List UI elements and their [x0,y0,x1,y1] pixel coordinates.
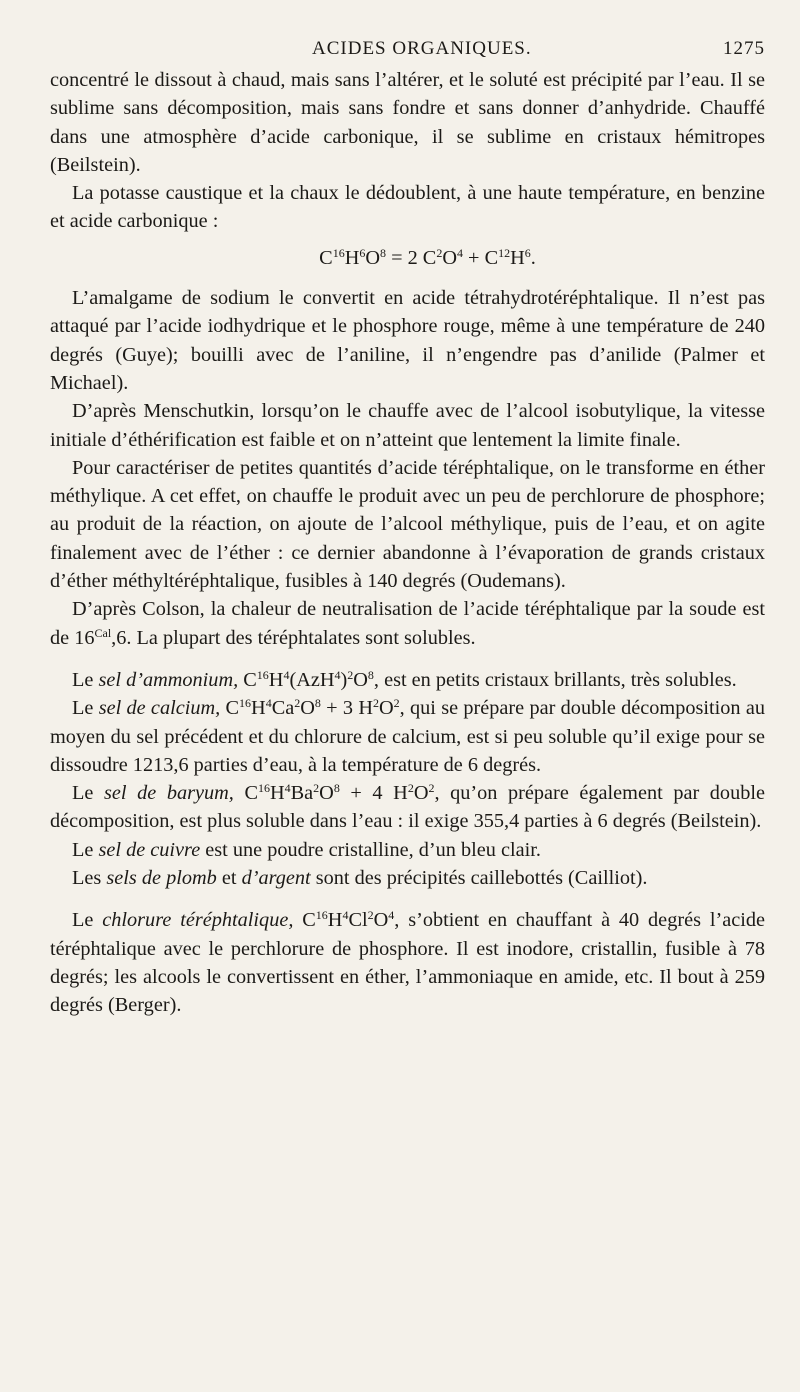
running-title: ACIDES ORGANIQUES. [312,38,532,59]
paragraph-sel-ammonium: Le sel d’ammonium, $C^{16}H^4(AzH^4)^2O^8$, est en petits cristaux brillants, très solubles. [72,667,737,691]
section-gap [50,892,765,906]
paragraph-sel-calcium: Le sel de calcium, $C^{16}H^4Ca^2O^8 + 3$ $H^2O^2$, qui se prépare par double décomposition au moyen du sel précédent et du chlorure de calcium, est si peu soluble qu’il exige pour se dissoudre 1213,6 parties d’eau, à la température de 6 degrés. [50,696,765,776]
section-gap [50,652,765,666]
paragraph-amalgame: L’amalgame de sodium le convertit en acide tétrahydrotéréphtalique. Il n’est pas attaqué par l’acide iodhydrique et le phosphore rouge, même à une température de 240 degrés (Guye); bouilli avec de l’aniline, il n’engendre pas d’anilide (Palmer et Michael). [50,287,765,394]
running-header [50,38,765,64]
paragraph-sel-cuivre: Le sel de cuivre est une poudre cristalline, d’un bleu clair. [72,838,541,861]
paragraph-sel-baryum: Le sel de baryum, $C^{16}H^4Ba^2O^8 + 4$ $H^2O^2$, qu’on prépare également par double décomposition, est plus soluble dans l’eau : il exige 355,4 parties à 6 degrés (Beilstein). [50,781,765,833]
paragraph-chlorure-terephtalique: Le chlorure téréphtalique, $C^{16}H^4Cl^2O^4$, s’obtient en chauffant à 40 degrés l’acide téréphtalique avec le perchlorure de phosphore. Il est inodore, cristallin, fusible à 78 degrés; les alcools le convertissent en éther, l’ammoniaque en amide, etc. Il bout à 259 degrés (Berger). [50,908,765,1017]
paragraph-sels-plomb-argent: Les sels de plomb et d’argent sont des précipités caillebottés (Cailliot). [72,867,648,890]
paragraph-caracteriser: Pour caractériser de petites quantités d’acide téréphtalique, on le transforme en éther méthylique. A cet effet, on chauffe le produit avec un peu de perchlorure de phosphore; au produit de la réaction, on ajoute de l’alcool méthylique, puis de l’eau, et on agite finalement avec de l’éther : ce dernier abandonne à l’évaporation de grands cristaux d’éther méthyltéréphtalique, fusibles à 140 degrés (Oudemans). [50,456,765,593]
body-text [50,66,765,1020]
paragraph-sublimation: concentré le dissout à chaud, mais sans l’altérer, et le soluté est précipité par l’eau. Il se sublime sans décomposition, mais sans fondre et sans donner d’anhydride. Chauffé dans une atmosphère d’acide carbonique, il se sublime en cristaux hémitropes (Beilstein). [50,69,765,176]
paragraph-potasse: La potasse caustique et la chaux le dédoublent, à une haute température, en benzine et acide carbonique : [50,182,765,233]
paragraph-colson: D’après Colson, la chaleur de neutralisation de l’acide téréphtalique par la soude est de $16^{Cal},6$. La plupart des téréphtalates sont solubles. [50,598,765,649]
paragraph-menschutkin: D’après Menschutkin, lorsqu’on le chauffe avec de l’alcool isobutylique, la vitesse initiale d’éthérification est faible et on n’atteint que lentement la limite finale. [50,400,765,451]
equation-decomposition: $C^{16}H^6O^8 = 2$ $C^2O^4 + C^{12}H^6$. [319,245,536,269]
page-number: 1275 [723,38,765,59]
